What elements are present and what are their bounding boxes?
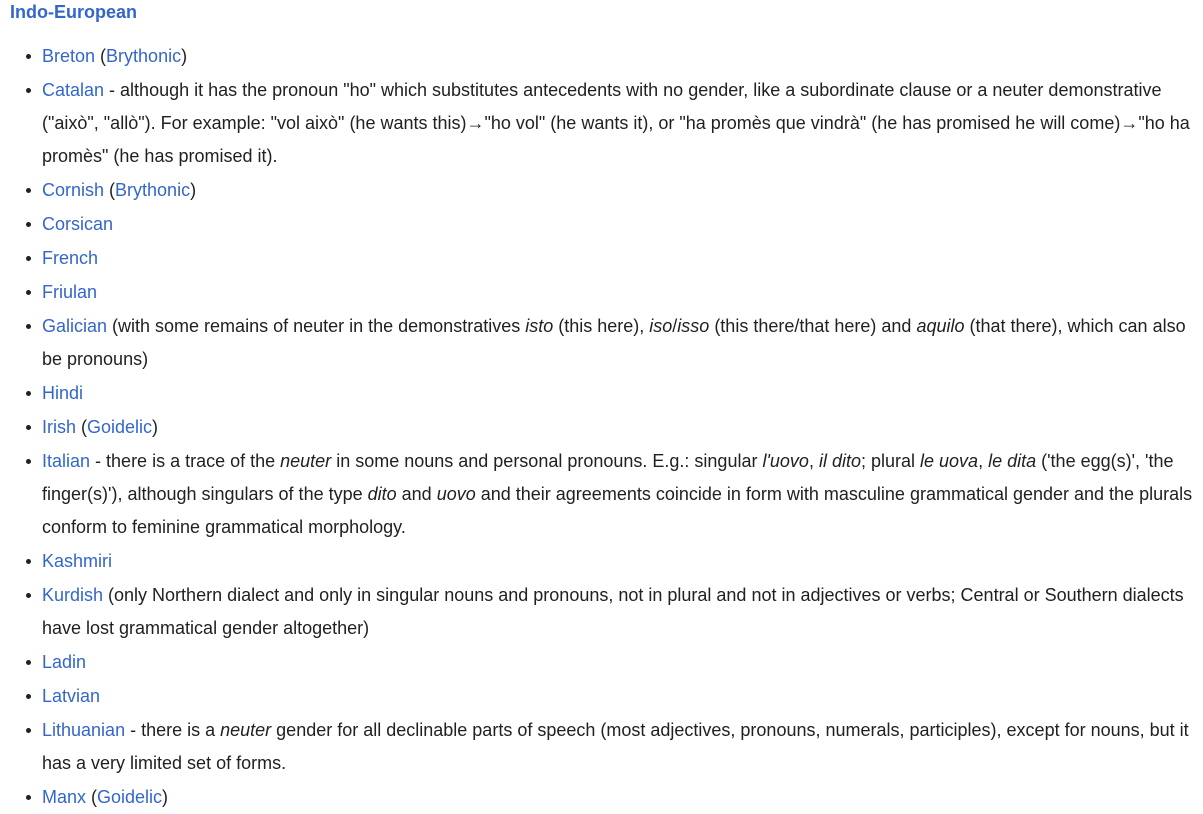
italic-term: neuter xyxy=(280,451,332,471)
language-link-breton[interactable]: Breton xyxy=(42,46,96,66)
item-description: - although it has the pronoun "ho" which substitutes antecedents with no gender, like a subordinate clause or a neuter demonstrative ("això", "allò"). For example: "vol això" (he wants this)→"ho vol" (he wants it), or "ha promès que vindrà" (he has promised he will come)→"ho ha promès" (he has promised it). xyxy=(42,80,1190,166)
text-run: (with some remains of neuter in the demonstratives xyxy=(107,316,526,336)
section-heading: Indo-European xyxy=(10,2,137,22)
bullet-icon xyxy=(26,324,31,329)
bullet-icon xyxy=(26,728,31,733)
paren-open: ( xyxy=(76,417,88,437)
italic-term: iso xyxy=(649,316,673,336)
text-run: - there is a xyxy=(125,720,221,740)
text-run: and their agreements coincide in form with masculine grammatical gender and the plurals conform to feminine grammatical morphology. xyxy=(42,484,1193,537)
text-run: / xyxy=(672,316,678,336)
list-item xyxy=(10,310,1203,376)
language-link-galician[interactable]: Galician xyxy=(42,316,108,336)
text-run: (that there), which can also be pronouns) xyxy=(42,316,1186,369)
list-item xyxy=(10,74,1203,173)
list-item xyxy=(10,680,1203,713)
text-run: (this there/that here) and xyxy=(709,316,917,336)
bullet-icon xyxy=(26,188,31,193)
list-item xyxy=(10,40,1203,73)
group-link-goidelic[interactable]: Goidelic xyxy=(97,787,163,807)
text-run: ; plural xyxy=(860,451,921,471)
paren-open: ( xyxy=(86,787,98,807)
bullet-icon xyxy=(26,425,31,430)
paren-close: ) xyxy=(162,787,169,807)
italic-term: neuter xyxy=(220,720,272,740)
italic-term: uovo xyxy=(436,484,476,504)
language-link-hindi[interactable]: Hindi xyxy=(42,383,84,403)
group-link-brythonic[interactable]: Brythonic xyxy=(106,46,182,66)
list-item xyxy=(10,445,1203,544)
list-item xyxy=(10,545,1203,578)
list-item xyxy=(10,646,1203,679)
italic-term: isso xyxy=(677,316,710,336)
language-link-irish[interactable]: Irish xyxy=(42,417,77,437)
text-run: , xyxy=(808,451,819,471)
group-link-brythonic[interactable]: Brythonic xyxy=(115,180,191,200)
language-link-corsican[interactable]: Corsican xyxy=(42,214,114,234)
paren-open: ( xyxy=(95,46,107,66)
text-run: (this here), xyxy=(553,316,650,336)
text-run: ('the egg(s)', 'the finger(s)'), although singulars of the type xyxy=(42,451,1174,504)
language-link-catalan[interactable]: Catalan xyxy=(42,80,105,100)
list-item xyxy=(10,714,1203,780)
italic-term: il dito xyxy=(818,451,861,471)
language-link-french[interactable]: French xyxy=(42,248,99,268)
language-link-italian[interactable]: Italian xyxy=(42,451,91,471)
language-list xyxy=(10,40,1203,814)
italic-term: le uova xyxy=(920,451,979,471)
text-run: , xyxy=(978,451,989,471)
language-link-latvian[interactable]: Latvian xyxy=(42,686,101,706)
language-link-cornish[interactable]: Cornish xyxy=(42,180,105,200)
list-item xyxy=(10,411,1203,444)
bullet-icon xyxy=(26,391,31,396)
bullet-icon xyxy=(26,256,31,261)
language-link-manx[interactable]: Manx xyxy=(42,787,87,807)
paren-close: ) xyxy=(152,417,159,437)
text-run: and xyxy=(396,484,437,504)
paren-close: ) xyxy=(190,180,197,200)
list-item xyxy=(10,579,1203,645)
bullet-icon xyxy=(26,54,31,59)
bullet-icon xyxy=(26,795,31,800)
italic-term: le dita xyxy=(988,451,1037,471)
italic-term: aquilo xyxy=(916,316,965,336)
language-link-friulan[interactable]: Friulan xyxy=(42,282,98,302)
italic-term: isto xyxy=(525,316,554,336)
list-item xyxy=(10,377,1203,410)
bullet-icon xyxy=(26,559,31,564)
bullet-icon xyxy=(26,459,31,464)
language-link-lithuanian[interactable]: Lithuanian xyxy=(42,720,126,740)
italic-term: dito xyxy=(367,484,397,504)
paren-open: ( xyxy=(104,180,116,200)
bullet-icon xyxy=(26,222,31,227)
italic-term: l'uovo xyxy=(762,451,809,471)
language-link-ladin[interactable]: Ladin xyxy=(42,652,87,672)
list-item xyxy=(10,781,1203,814)
group-link-goidelic[interactable]: Goidelic xyxy=(87,417,153,437)
text-run: in some nouns and personal pronouns. E.g.: singular xyxy=(331,451,763,471)
text-run: gender for all declinable parts of speech (most adjectives, pronouns, numerals, participles), except for nouns, but it has a very limited set of forms. xyxy=(42,720,1189,773)
list-item xyxy=(10,242,1203,275)
bullet-icon xyxy=(26,660,31,665)
bullet-icon xyxy=(26,694,31,699)
bullet-icon xyxy=(26,88,31,93)
item-description: (only Northern dialect and only in singular nouns and pronouns, not in plural and not in adjectives or verbs; Central or Southern dialects have lost grammatical gender altogether) xyxy=(42,585,1184,638)
language-link-kurdish[interactable]: Kurdish xyxy=(42,585,104,605)
bullet-icon xyxy=(26,593,31,598)
list-item xyxy=(10,174,1203,207)
paren-close: ) xyxy=(181,46,188,66)
language-link-kashmiri[interactable]: Kashmiri xyxy=(42,551,113,571)
list-item xyxy=(10,276,1203,309)
list-item xyxy=(10,208,1203,241)
bullet-icon xyxy=(26,290,31,295)
text-run: - there is a trace of the xyxy=(90,451,281,471)
